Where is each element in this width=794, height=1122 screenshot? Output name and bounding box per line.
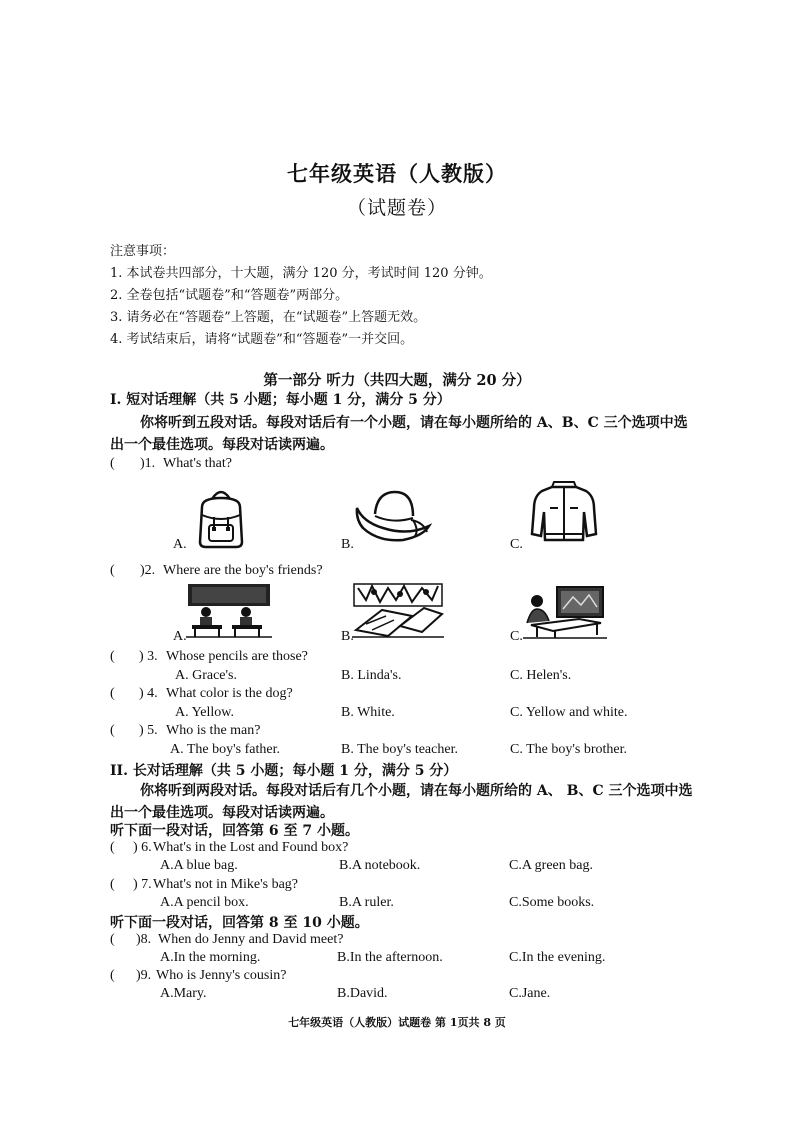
computer-room-icon [523, 583, 607, 639]
section2-instruction: 出一个最佳选项。每段对话读两遍。 [110, 805, 334, 821]
question-number: )8. [136, 932, 152, 947]
answer-paren-open: ( [110, 840, 115, 855]
section1-title: I. 短对话理解（共 5 小题；每小题 1 分，满分 5 分） [110, 392, 451, 408]
section2-title: II. 长对话理解（共 5 小题；每小题 1 分，满分 5 分） [110, 763, 458, 779]
option-a: A.In the morning. [160, 950, 261, 965]
option-label: C. [510, 629, 523, 644]
option-b: B.A ruler. [339, 895, 394, 910]
part1-heading: 第一部分 听力（共四大题，满分 20 分） [263, 372, 531, 389]
question-number: )1. [140, 456, 156, 471]
page-footer: 七年级英语（人教版）试题卷 第 1页共 8 页 [288, 1016, 506, 1029]
question-text: Who is the man? [166, 723, 261, 738]
notice-item: 1. 本试卷共四部分，十大题，满分 120 分，考试时间 120 分钟。 [110, 266, 492, 281]
playground-icon [352, 580, 444, 638]
option-c: C. The boy's brother. [510, 742, 627, 757]
option-a: A. Grace's. [175, 668, 237, 683]
page-title: 七年级英语（人教版） [287, 161, 507, 186]
question-number: ) 3. [139, 649, 158, 664]
option-label: C. [510, 537, 523, 552]
question-number: ) 7. [133, 877, 152, 892]
question-text: When do Jenny and David meet? [158, 932, 344, 947]
notice-item: 4. 考试结束后，请将“试题卷”和“答题卷”一并交回。 [110, 332, 414, 347]
option-b: B.David. [337, 986, 388, 1001]
option-a: A.A blue bag. [160, 858, 238, 873]
section1-instruction: 你将听到五段对话。每段对话后有一个小题，请在每小题所给的 A、B、C 三个选项中选 [140, 415, 688, 431]
notice-item: 3. 请务必在“答题卷”上答题，在“试题卷”上答题无效。 [110, 310, 427, 325]
question-text: What's that? [163, 456, 232, 471]
answer-paren-open: ( [110, 723, 115, 738]
option-label: B. [341, 537, 354, 552]
answer-paren-open: ( [110, 563, 115, 578]
page-subtitle: （试题卷） [346, 197, 447, 219]
backpack-icon [192, 487, 250, 549]
question-text: What's in the Lost and Found box? [153, 840, 349, 855]
answer-paren-open: ( [110, 649, 115, 664]
option-a: A. Yellow. [175, 705, 234, 720]
option-c: C. Yellow and white. [510, 705, 628, 720]
hat-icon [353, 486, 435, 544]
answer-paren-open: ( [110, 686, 115, 701]
notice-heading: 注意事项： [110, 244, 176, 259]
option-c: C.Some books. [509, 895, 595, 910]
option-b: B.In the afternoon. [337, 950, 443, 965]
option-b: B. Linda's. [341, 668, 402, 683]
option-a: A.Mary. [160, 986, 207, 1001]
option-label: A. [173, 629, 187, 644]
notice-item: 2. 全卷包括“试题卷”和“答题卷”两部分。 [110, 288, 349, 303]
option-c: C.Jane. [509, 986, 551, 1001]
question-number: )2. [140, 563, 156, 578]
option-b: B.A notebook. [339, 858, 421, 873]
question-text: Where are the boy's friends? [163, 563, 323, 578]
option-c: C.In the evening. [509, 950, 606, 965]
answer-paren-open: ( [110, 877, 115, 892]
option-b: B. White. [341, 705, 395, 720]
option-a: A.A pencil box. [160, 895, 249, 910]
option-label: A. [173, 537, 187, 552]
option-a: A. The boy's father. [170, 742, 280, 757]
question-number: ) 6. [133, 840, 152, 855]
classroom-icon [186, 582, 272, 638]
option-label: B. [341, 629, 354, 644]
answer-paren-open: ( [110, 456, 115, 471]
dialogue-instruction: 听下面一段对话，回答第 8 至 10 小题。 [110, 915, 369, 931]
section1-instruction: 出一个最佳选项。每段对话读两遍。 [110, 437, 334, 453]
question-number: ) 4. [139, 686, 158, 701]
question-text: What color is the dog? [166, 686, 293, 701]
answer-paren-open: ( [110, 932, 115, 947]
question-number: ) 5. [139, 723, 158, 738]
question-number: )9. [136, 968, 152, 983]
option-b: B. The boy's teacher. [341, 742, 458, 757]
option-c: C.A green bag. [509, 858, 593, 873]
question-text: Who is Jenny's cousin? [156, 968, 287, 983]
question-text: What's not in Mike's bag? [153, 877, 299, 892]
question-text: Whose pencils are those? [166, 649, 308, 664]
dialogue-instruction: 听下面一段对话，回答第 6 至 7 小题。 [110, 823, 359, 839]
section2-instruction: 你将听到两段对话。每段对话后有几个小题，请在每小题所给的 A、 B、C 三个选项中选 [140, 783, 693, 799]
option-c: C. Helen's. [510, 668, 572, 683]
answer-paren-open: ( [110, 968, 115, 983]
jacket-icon [528, 478, 600, 544]
